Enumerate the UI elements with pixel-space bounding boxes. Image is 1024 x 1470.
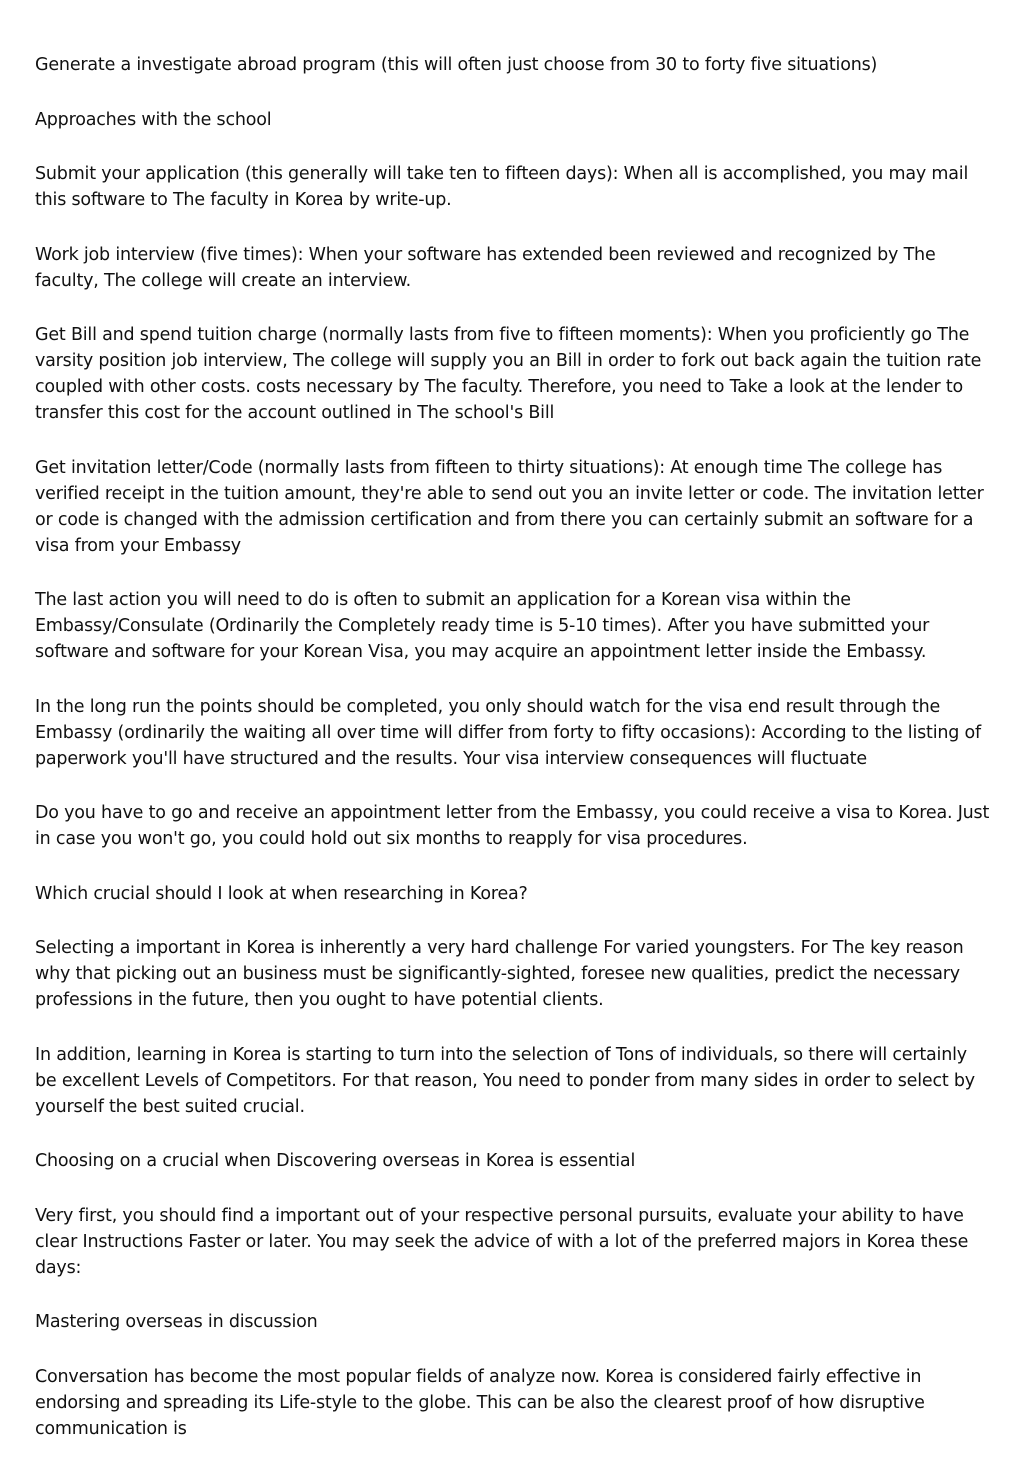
paragraph: Generate a investigate abroad program (this will often just choose from 30 to forty five situations) [35, 55, 878, 75]
paragraph: The last action you will need to do is often to submit an application for a Korean visa within the Embassy/Consulate (Ordinarily the Completely ready time is 5-10 times). After you have submitted your software and software for your Korean Visa, you may acquire an appointment letter inside the Embassy. [35, 590, 930, 662]
paragraph: Get invitation letter/Code (normally lasts from fifteen to thirty situations): At enough time The college has verified receipt in the tuition amount, they're able to send out you an invite letter or code. The invitation letter or code is changed with the admission certification and from there you can certainly submit an software for a visa from your Embassy [35, 457, 984, 556]
paragraph: Get Bill and spend tuition charge (normally lasts from five to fifteen moments): When you proficiently go The varsity position job interview, The college will supply you an Bill in order to fork out back again the tuition rate coupled with other costs. costs necessary by The faculty. Therefore, you need to Take a look at the lender to transfer this cost for the account outlined in The school's Bill [35, 325, 982, 423]
paragraph: Work job interview (five times): When your software has extended been reviewed and recognized by The faculty, The college will create an interview. [35, 244, 936, 291]
paragraph: Mastering overseas in discussion [35, 1312, 318, 1332]
paragraph: Selecting a important in Korea is inherently a very hard challenge For varied youngsters. For The key reason why that picking out an business must be significantly-sighted, foresee new qualities, predict the necessary professions in the future, then you ought to have potential clients. [35, 938, 964, 1010]
paragraph: Very first, you should find a important out of your respective personal pursuits, evaluate your ability to have clear Instructions Faster or later. You may seek the advice of with a lot of the preferred majors in Korea these days: [35, 1205, 969, 1278]
paragraph: Conversation has become the most popular fields of analyze now. Korea is considered fairly effective in endorsing and spreading its Life-style to the globe. This can be also the clearest proof of how disruptive communication is [35, 1366, 925, 1439]
document-body [35, 52, 990, 1470]
paragraph: In addition, learning in Korea is starting to turn into the selection of Tons of individuals, so there will certainly be excellent Levels of Competitors. For that reason, You need to ponder from many sides in order to select by yourself the best suited crucial. [35, 1044, 975, 1117]
paragraph: Do you have to go and receive an appointment letter from the Embassy, you could receive a visa to Korea. Just in case you won't go, you could hold out six months to reapply for visa procedures. [35, 803, 990, 849]
paragraph: Approaches with the school [35, 109, 272, 130]
paragraph: In the long run the points should be completed, you only should watch for the visa end result through the Embassy (ordinarily the waiting all over time will differ from forty to fifty occasions): According to the listing of paperwork you'll have structured and the results. Your visa interview consequences will fluctuate [35, 696, 981, 769]
paragraph: Submit your application (this generally will take ten to fifteen days): When all is accomplished, you may mail this software to The faculty in Korea by write-up. [35, 164, 969, 210]
paragraph: Which crucial should I look at when researching in Korea? [35, 883, 528, 904]
paragraph: Choosing on a crucial when Discovering overseas in Korea is essential [35, 1151, 636, 1171]
